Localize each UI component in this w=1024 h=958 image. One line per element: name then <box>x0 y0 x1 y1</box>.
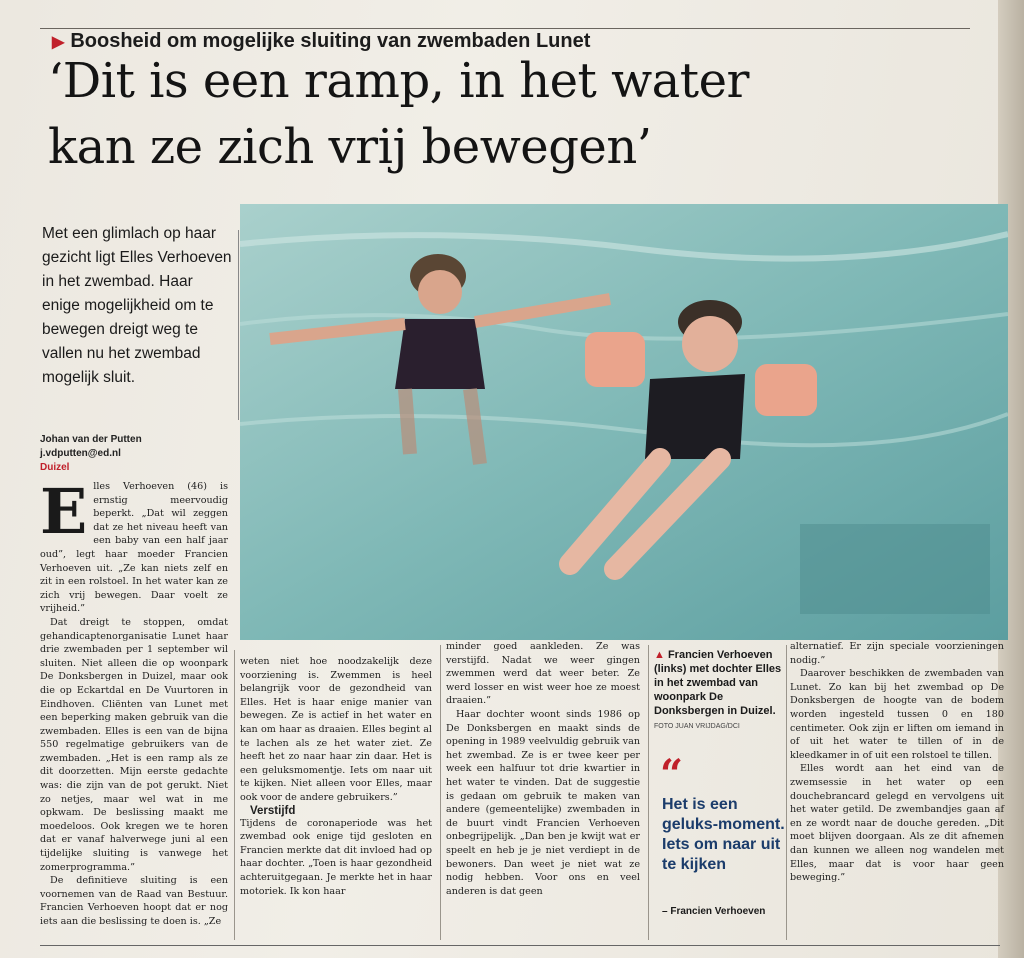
paragraph: alternatief. Er zijn speciale voorzieningen nodig.” <box>790 641 1004 666</box>
headline-line-1: ‘Dit is een ramp, in het water <box>48 53 749 109</box>
photo-caption <box>654 648 782 732</box>
article-column-2 <box>240 655 432 898</box>
swimming-pool-photo <box>240 204 1008 640</box>
subheading: Verstijfd <box>250 804 296 817</box>
paragraph: Elles wordt aan het eind van de zwemsessie in het water op een douchebrancard gelegd en vervolgens uit het water getild. De zwembandjes gaan af en ze wordt naar de douche gereden. „Dit moet blijven doorgaan. Als ze dit afnemen dan kunnen we alleen nog wandelen met Elles, maar dat is voor haar geen beweging.” <box>790 763 1004 884</box>
author-name: Johan van der Putten <box>40 434 142 445</box>
author-email[interactable]: j.vdputten@ed.nl <box>40 448 121 459</box>
paragraph: Daarover beschikken de zwembaden van Lunet. Zo kan bij het zwembad op De Donksbergen de hoogte van de bodem worden ingesteld tussen 0 en 180 centimeter. Ook zijn er liften om iemand in of uit het water te tillen of in de kleedkamer in of uit een rolstoel te tillen. <box>790 668 1004 761</box>
caption-text: Francien Verhoeven (links) met dochter Elles in het zwembad van woonpark De Donksbergen in Duizel. <box>654 649 782 717</box>
paragraph: Haar dochter woont sinds 1986 op De Donksbergen en maakt sinds de opening in 1989 veelvuldig gebruik van het zwembad. Ze is er twee keer per week een halfuur tot drie kwartier in het water te vinden. Dat de suggestie is gedaan om gebruik te maken van andere (gemeentelijke) zwembaden in de buurt vindt Francien Verhoeven onbegrijpelijk. „Dan ben je kwijt wat er speelt en heb je je niet verdiept in de bewoners. Dan weet je niet wat ze nodig hebben. Voor ons en veel anderen is dat geen <box>446 708 640 897</box>
column-divider <box>786 645 787 940</box>
paragraph: weten niet hoe noodzakelijk deze voorziening is. Zwemmen is heel belangrijk voor de gezondheid van Elles. Het is haar enige manier van bewegen. Ze is actief in het water en kan om haar as draaien. Elles begint al te lachen als ze het water ziet. Ze heeft het zo naar haar zin daar. Het is een geluksmomentje. Iets om naar uit te kijken. Niet alleen voor Elles, maar ook voor de andere gebruikers.” <box>240 656 432 803</box>
paragraph: minder goed aankleden. Ze was verstijfd. Nadat we weer gingen zwemmen werd dat weer beter. Ze werd losser en wist weer hoe ze moest draaien.” <box>446 641 640 707</box>
headline-line-2: kan ze zich vrij bewegen’ <box>48 119 652 175</box>
paragraph: De definitieve sluiting is een voornemen van de Raad van Bestuur. Francien Verhoeven hoopt dat er nog iets aan die beslissing te doen is. „Ze <box>40 875 228 927</box>
column-divider <box>440 645 441 940</box>
photo-illustration <box>240 204 1008 640</box>
column-divider <box>234 650 235 940</box>
photo-credit: FOTO JUAN VRIJDAG/DCI <box>654 723 740 730</box>
intro-rule <box>238 230 239 420</box>
red-triangle-icon: ▲ <box>654 649 665 661</box>
kicker-text: Boosheid om mogelijke sluiting van zwembaden Lunet <box>70 30 591 52</box>
paragraph: Tijdens de coronaperiode was het zwembad ook enige tijd gesloten en Francien merkte dat dit invloed had op haar dochter. „Toen is haar gezondheid achteruitgegaan. Je merkte het in haar motoriek. Ik kon haar <box>240 817 432 897</box>
article-column-4 <box>790 640 1004 885</box>
paragraph: Dat dreigt te stoppen, omdat gehandicaptenorganisatie Lunet haar drie zwembaden per 1 september wil sluiten. Niet alleen die op woonpark De Donksbergen in Duizel, maar ook die op Eckartdal en De Vuurtoren in Eindhoven. Cliënten van Lunet met een beperking maken gebruik van die zwembaden. Elles is een van de bijna 550 regelmatige gebruikers van de zwembaden. „Het is een ramp als ze dit doorzetten. Mijn eerste gedachte was: die zijn van de pot gerukt. Niet zo netjes, maar wel wat in me opkwam. De beslissing maakt me moedeloos. Ook kregen we te horen dat er vanaf halverwege juni al een tijdelijke sluiting is vanwege het zomerprogramma.” <box>40 616 228 873</box>
paragraph: lles Verhoeven (46) is ernstig meervoudig beperkt. „Dat wil zeggen dat ze het niveau heeft van een baby van een half jaar oud”, legt haar moeder Francien Verhoeven uit. „Ze kan niets zelf en zit in een rolstoel. In het water kan ze zich vrij bewegen. Daar voelt ze vrijheid.” <box>40 481 228 615</box>
quote-mark-icon: “ <box>660 751 684 798</box>
top-rule <box>40 28 970 29</box>
pull-quote-author: – Francien Verhoeven <box>662 906 766 917</box>
column-divider <box>648 645 649 940</box>
article-column-3 <box>446 640 640 898</box>
article-column-1 <box>40 475 228 929</box>
drop-cap: E <box>40 475 88 548</box>
intro-text: Met een glimlach op haar gezicht ligt Elles Verhoeven in het zwembad. Haar enige mogelijkheid om te bewegen dreigt weg te vallen nu het zwembad mogelijk sluit. <box>42 225 232 386</box>
bottom-rule <box>40 945 1000 946</box>
byline <box>40 433 142 461</box>
headline <box>48 48 948 180</box>
red-triangle-icon: ▶ <box>52 34 65 51</box>
dateline: Duizel <box>40 462 70 473</box>
pull-quote: Het is een geluks-moment. Iets om naar uit te kijken <box>662 796 785 873</box>
